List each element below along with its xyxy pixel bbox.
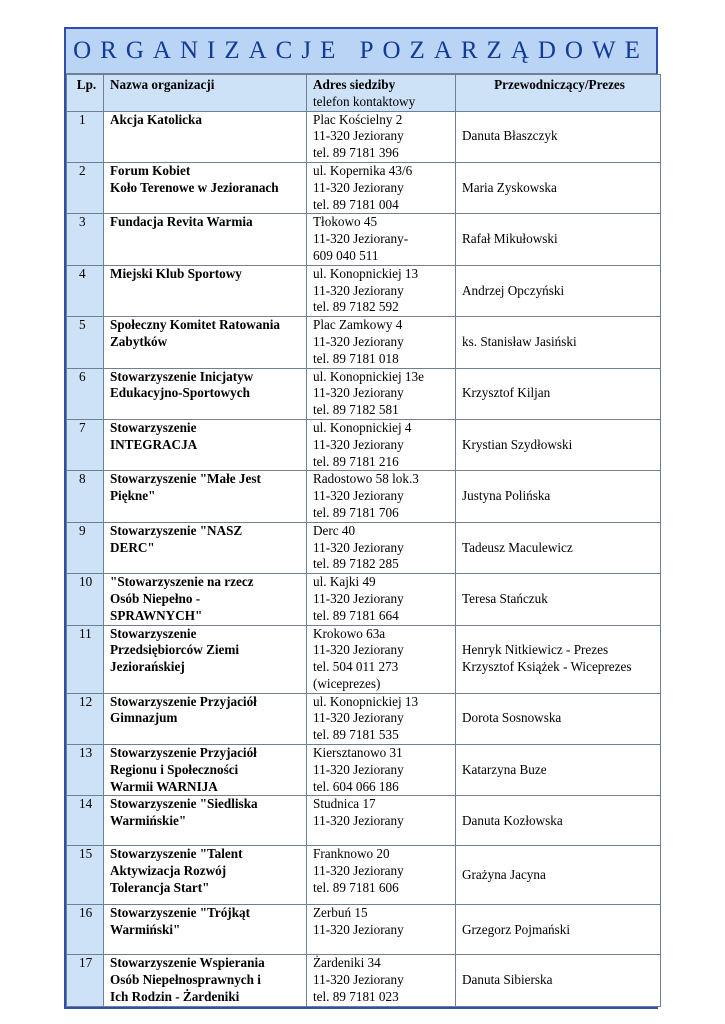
organization-head-line: Danuta Sibierska <box>462 972 553 988</box>
organization-head <box>456 317 661 368</box>
organization-address <box>307 693 456 744</box>
organization-address-line: tel. 89 7182 285 <box>313 556 399 572</box>
organization-name-line: "Stowarzyszenie na rzecz <box>110 574 254 590</box>
organization-address <box>307 955 456 1006</box>
organization-name-line: Miejski Klub Sportowy <box>110 265 242 281</box>
organization-address-line: 11-320 Jeziorany <box>313 863 404 879</box>
organization-name <box>104 317 307 368</box>
row-number: 15 <box>67 846 104 905</box>
organization-address <box>307 471 456 522</box>
organization-head-line: Rafał Mikułowski <box>462 231 558 247</box>
organization-name <box>104 846 307 905</box>
organization-name <box>104 905 307 955</box>
organization-name-line: Stowarzyszenie "Małe Jest <box>110 471 261 487</box>
table-header <box>67 75 661 112</box>
organization-address-line: 11-320 Jeziorany <box>313 128 404 144</box>
organization-address <box>307 317 456 368</box>
organization-address-line: Derc 40 <box>313 522 356 538</box>
organization-name-line: Aktywizacja Rozwój <box>110 863 227 879</box>
organization-address-line: tel. 89 7181 018 <box>313 350 399 366</box>
organization-name <box>104 214 307 265</box>
organization-name-line: Regionu i Społeczności <box>110 761 239 777</box>
table-row <box>67 111 661 162</box>
organization-address-line: 11-320 Jeziorany <box>313 333 404 349</box>
organization-name-line: Akcja Katolicka <box>110 111 202 127</box>
organization-address-line: 11-320 Jeziorany <box>313 488 404 504</box>
organization-name-line: Stowarzyszenie <box>110 625 197 641</box>
organization-head <box>456 846 661 905</box>
organization-address <box>307 214 456 265</box>
organization-name-line: Warmińskie" <box>110 813 187 829</box>
organization-name-line: SPRAWNYCH" <box>110 607 203 623</box>
organization-head-line: ks. Stanisław Jasiński <box>462 333 577 349</box>
organization-name-line: Fundacja Revita Warmia <box>110 214 253 230</box>
organization-address-line: tel. 89 7181 664 <box>313 607 399 623</box>
organization-name-line: Koło Terenowe w Jezioranach <box>110 179 279 195</box>
organization-head-line: Danuta Błaszczyk <box>462 128 558 144</box>
organization-address-line: Plac Zamkowy 4 <box>313 317 403 333</box>
organization-name-line: DERC" <box>110 539 155 555</box>
organization-name-line: Osób Niepełnosprawnych i <box>110 972 261 988</box>
organization-head <box>456 162 661 213</box>
organization-name-line: Stowarzyszenie Przyjaciół <box>110 693 257 709</box>
organization-head-line: Andrzej Opczyński <box>462 282 565 298</box>
organization-address-line: 11-320 Jeziorany <box>313 436 404 452</box>
organization-address-line: tel. 89 7181 606 <box>313 880 399 896</box>
organization-address-line: 11-320 Jeziorany <box>313 813 404 829</box>
organization-head <box>456 955 661 1006</box>
organization-head-line: Teresa Stańczuk <box>462 590 548 606</box>
organization-address-line: Plac Kościelny 2 <box>313 111 403 127</box>
row-number: 8 <box>67 471 104 522</box>
table-body <box>67 111 661 1006</box>
organization-address-line: tel. 89 7181 023 <box>313 989 399 1005</box>
organization-name-line: Stowarzyszenie "NASZ <box>110 522 243 538</box>
organization-address-line: ul. Konopnickiej 13 <box>313 693 419 709</box>
organization-address <box>307 745 456 796</box>
organization-name-line: Osób Niepełno - <box>110 590 201 606</box>
organization-address-line: 609 040 511 <box>313 247 379 263</box>
row-number: 1 <box>67 111 104 162</box>
table-row <box>67 574 661 625</box>
organization-name-line: Zabytków <box>110 333 168 349</box>
table-row <box>67 162 661 213</box>
row-number: 11 <box>67 625 104 693</box>
organization-address <box>307 574 456 625</box>
organization-address-line: Tłokowo 45 <box>313 214 378 230</box>
organization-address-line: 11-320 Jeziorany <box>313 539 404 555</box>
row-number: 14 <box>67 796 104 846</box>
organization-address-line: Zerbuń 15 <box>313 905 368 921</box>
header-head: Przewodniczący/Prezes <box>456 75 661 112</box>
organization-head-line: Justyna Polińska <box>462 488 551 504</box>
organization-name-line: Stowarzyszenie "Trójkąt <box>110 905 251 921</box>
organization-name-line: Edukacyjno-Sportowych <box>110 385 250 401</box>
page-title: ORGANIZACJE POZARZĄDOWE <box>66 29 656 74</box>
organization-address-line: tel. 89 7181 396 <box>313 145 399 161</box>
table-row <box>67 693 661 744</box>
table-row <box>67 625 661 693</box>
organization-address-line: Krokowo 63a <box>313 625 386 641</box>
organization-address-line: 11-320 Jeziorany <box>313 385 404 401</box>
organization-head <box>456 368 661 419</box>
header-address-sublabel: telefon kontaktowy <box>313 93 416 109</box>
organization-name-line: Tolerancja Start" <box>110 880 210 896</box>
organization-head-line: Krzysztof Książek - Wiceprezes <box>462 659 632 675</box>
row-number: 7 <box>67 419 104 470</box>
organization-address-line: Franknowo 20 <box>313 846 390 862</box>
organization-head-line: Grzegorz Pojmański <box>462 921 571 937</box>
organization-address <box>307 162 456 213</box>
organization-name-line: Przedsiębiorców Ziemi <box>110 642 240 658</box>
organization-name <box>104 162 307 213</box>
organization-address-line: 11-320 Jeziorany <box>313 590 404 606</box>
organization-name <box>104 625 307 693</box>
organization-address-line: tel. 89 7181 004 <box>313 196 399 212</box>
organization-address <box>307 846 456 905</box>
organization-head <box>456 522 661 573</box>
organization-address-line: ul. Kajki 49 <box>313 574 376 590</box>
organization-name <box>104 419 307 470</box>
organization-address <box>307 625 456 693</box>
organization-name <box>104 111 307 162</box>
organization-address <box>307 368 456 419</box>
organization-address-line: (wiceprezes) <box>313 675 381 691</box>
organization-head-line: Dorota Sosnowska <box>462 710 562 726</box>
row-number: 3 <box>67 214 104 265</box>
table-row <box>67 317 661 368</box>
row-number: 2 <box>67 162 104 213</box>
table-row <box>67 368 661 419</box>
organization-address-line: 11-320 Jeziorany <box>313 761 404 777</box>
organization-name-line: Piękne" <box>110 488 156 504</box>
organization-head <box>456 471 661 522</box>
organization-name-line: Społeczny Komitet Ratowania <box>110 317 280 333</box>
organization-name-line: Gimnazjum <box>110 710 178 726</box>
organization-head-line: Katarzyna Buze <box>462 761 547 777</box>
organization-name-line: Stowarzyszenie Wspierania <box>110 955 265 971</box>
row-number: 17 <box>67 955 104 1006</box>
table-row <box>67 905 661 955</box>
organization-name <box>104 745 307 796</box>
organization-name <box>104 955 307 1006</box>
organization-address-line: tel. 89 7181 535 <box>313 727 399 743</box>
organization-name-line: Stowarzyszenie <box>110 419 197 435</box>
organization-head <box>456 214 661 265</box>
organization-address-line: Kiersztanowo 31 <box>313 745 403 761</box>
organization-address-line: tel. 89 7182 581 <box>313 402 399 418</box>
organization-address <box>307 265 456 316</box>
organization-address <box>307 905 456 955</box>
table-row <box>67 796 661 846</box>
organization-name-line: Stowarzyszenie "Siedliska <box>110 796 258 812</box>
organization-address <box>307 796 456 846</box>
row-number: 6 <box>67 368 104 419</box>
header-address-label: Adres siedziby <box>313 77 396 92</box>
organization-address-line: ul. Konopnickiej 13 <box>313 265 419 281</box>
table-row <box>67 955 661 1006</box>
organization-head <box>456 745 661 796</box>
organization-name-line: Stowarzyszenie "Talent <box>110 846 243 862</box>
row-number: 4 <box>67 265 104 316</box>
organization-address-line: 11-320 Jeziorany <box>313 710 404 726</box>
organization-head <box>456 574 661 625</box>
organization-address-line: tel. 89 7181 706 <box>313 504 399 520</box>
organization-address <box>307 111 456 162</box>
organization-name-line: Forum Kobiet <box>110 162 191 178</box>
header-address <box>307 75 456 112</box>
organization-address-line: 11-320 Jeziorany <box>313 642 404 658</box>
organization-address-line: tel. 89 7181 216 <box>313 453 399 469</box>
organization-address-line: tel. 504 011 273 <box>313 659 399 675</box>
organization-name-line: Jeziorańskiej <box>110 659 185 675</box>
organization-address-line: ul. Konopnickiej 4 <box>313 419 412 435</box>
organization-head <box>456 693 661 744</box>
organization-name <box>104 368 307 419</box>
organization-head <box>456 265 661 316</box>
table-row <box>67 522 661 573</box>
row-number: 16 <box>67 905 104 955</box>
row-number: 5 <box>67 317 104 368</box>
header-lp: Lp. <box>67 75 104 112</box>
organization-name <box>104 265 307 316</box>
organization-address-line: Studnica 17 <box>313 796 376 812</box>
table-row <box>67 265 661 316</box>
organization-name-line: Stowarzyszenie Przyjaciół <box>110 745 257 761</box>
organization-head-line: Grażyna Jacyna <box>462 867 546 883</box>
table-row <box>67 745 661 796</box>
organization-address <box>307 522 456 573</box>
table-row <box>67 214 661 265</box>
organizations-table <box>66 74 661 1007</box>
organization-head-line: Danuta Kozłowska <box>462 812 563 828</box>
organization-head <box>456 111 661 162</box>
organization-address-line: ul. Kopernika 43/6 <box>313 162 413 178</box>
organization-head-line: Maria Zyskowska <box>462 179 557 195</box>
organization-address-line: tel. 89 7182 592 <box>313 299 399 315</box>
organization-name <box>104 471 307 522</box>
organization-name-line: Ich Rodzin - Żardeniki <box>110 989 240 1005</box>
organization-address-line: Radostowo 58 lok.3 <box>313 471 419 487</box>
organization-head <box>456 796 661 846</box>
organization-address-line: Żardeniki 34 <box>313 955 381 971</box>
organization-head-line: Krzysztof Kiljan <box>462 385 551 401</box>
organization-head-line: Krystian Szydłowski <box>462 436 573 452</box>
organization-address-line: tel. 604 066 186 <box>313 778 399 794</box>
organization-name <box>104 574 307 625</box>
row-number: 13 <box>67 745 104 796</box>
organization-name-line: Warmiński" <box>110 922 181 938</box>
organization-address-line: 11-320 Jeziorany <box>313 922 404 938</box>
organization-name-line: Stowarzyszenie Inicjatyw <box>110 368 254 384</box>
organization-address-line: ul. Konopnickiej 13e <box>313 368 424 384</box>
organization-address-line: 11-320 Jeziorany- <box>313 231 409 247</box>
organization-address <box>307 419 456 470</box>
organization-address-line: 11-320 Jeziorany <box>313 179 404 195</box>
organization-name <box>104 522 307 573</box>
organization-address-line: 11-320 Jeziorany <box>313 972 404 988</box>
row-number: 12 <box>67 693 104 744</box>
organization-head <box>456 625 661 693</box>
row-number: 10 <box>67 574 104 625</box>
organization-head-line: Henryk Nitkiewicz - Prezes <box>462 642 609 658</box>
row-number: 9 <box>67 522 104 573</box>
organization-head <box>456 419 661 470</box>
organization-name <box>104 693 307 744</box>
header-name: Nazwa organizacji <box>104 75 307 112</box>
document-frame <box>64 27 658 1009</box>
organization-name-line: Warmii WARNIJA <box>110 778 218 794</box>
organization-head-line: Tadeusz Maculewicz <box>462 539 573 555</box>
organization-address-line: 11-320 Jeziorany <box>313 282 404 298</box>
organization-head <box>456 905 661 955</box>
table-row <box>67 846 661 905</box>
organization-name <box>104 796 307 846</box>
organization-name-line: INTEGRACJA <box>110 436 198 452</box>
table-row <box>67 471 661 522</box>
table-row <box>67 419 661 470</box>
